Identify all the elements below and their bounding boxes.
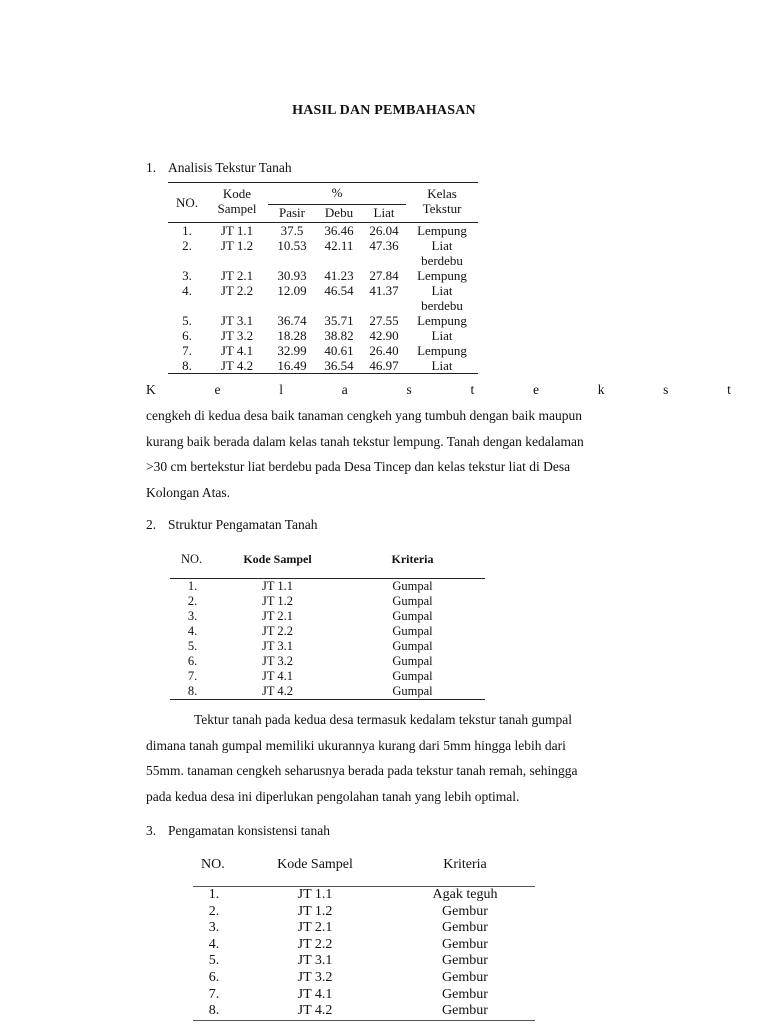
cell-kelas xyxy=(406,268,478,283)
cell-debu: 42.11 xyxy=(324,238,354,253)
cell-no: 7. xyxy=(182,343,192,358)
cell-kriteria: Gumpal xyxy=(392,594,433,608)
cell-kriteria: Gembur xyxy=(442,969,488,985)
paragraph-line: pada kedua desa ini diperlukan pengolahan tanah yang lebih optimal. xyxy=(146,788,520,804)
cell-kriteria: Gumpal xyxy=(392,639,433,653)
spread-letter: k xyxy=(597,382,605,397)
cell-kode: JT 3.2 xyxy=(261,654,294,668)
cell-kode: JT 1.1 xyxy=(220,223,254,238)
paragraph-2 xyxy=(146,707,658,809)
cell-debu: 38.82 xyxy=(324,328,354,343)
cell-kriteria: Gembur xyxy=(395,1003,535,1020)
cell-debu: 36.54 xyxy=(316,358,362,374)
cell-kode: JT 3.2 xyxy=(297,969,333,985)
spread-letter: t xyxy=(470,382,475,397)
structure-table xyxy=(170,552,485,700)
cell-no: 1. xyxy=(208,887,220,902)
section-number: 2. xyxy=(146,517,157,532)
cell-no: 6. xyxy=(208,969,220,985)
cell-kriteria: Gembur xyxy=(442,936,488,952)
paragraph-line: dimana tanah gumpal memiliki ukurannya kurang dari 5mm hingga lebih dari xyxy=(146,737,566,753)
cell-liat: 26.04 xyxy=(369,223,399,238)
table-row xyxy=(168,283,478,313)
table-row xyxy=(170,579,485,595)
paragraph-line: 55mm. tanaman cengkeh seharusnya berada pada tekstur tanah remah, sehingga xyxy=(146,763,578,779)
header-kode: Kode Sampel xyxy=(215,552,340,579)
section-title: Struktur Pengamatan Tanah xyxy=(168,517,318,532)
section-number: 3. xyxy=(146,823,157,838)
cell-pasir: 18.28 xyxy=(277,328,307,343)
cell-kriteria: Gembur xyxy=(442,903,488,919)
table-row xyxy=(193,953,535,970)
section-3-heading xyxy=(146,823,330,839)
cell-kriteria: Gumpal xyxy=(392,669,433,683)
cell-pasir: 10.53 xyxy=(277,238,307,253)
table-row xyxy=(170,624,485,639)
cell-kriteria: Gembur xyxy=(442,986,488,1002)
table-row xyxy=(193,970,535,987)
cell-liat: 26.40 xyxy=(369,343,399,358)
header-kode xyxy=(206,183,268,223)
consistency-table xyxy=(193,857,535,1021)
header-kelas-line1: Kelas xyxy=(427,186,457,201)
table-row xyxy=(170,594,485,609)
header-no: NO. xyxy=(168,183,206,223)
cell-kelas-line1: Lempung xyxy=(417,313,467,328)
cell-no: 8. xyxy=(168,358,206,374)
cell-kode: JT 4.2 xyxy=(235,1003,395,1020)
table-row xyxy=(170,654,485,669)
header-debu: Debu xyxy=(316,205,362,223)
cell-no: 2. xyxy=(182,238,192,253)
cell-kelas xyxy=(406,313,478,328)
table-row xyxy=(168,343,478,358)
cell-no: 1. xyxy=(187,579,198,593)
cell-kelas xyxy=(406,343,478,358)
header-kelas-line2: Tekstur xyxy=(422,201,462,216)
table-row xyxy=(170,684,485,700)
table-row xyxy=(193,987,535,1004)
cell-no: 1. xyxy=(182,223,192,238)
cell-kelas xyxy=(406,223,478,239)
cell-kelas xyxy=(406,358,478,374)
cell-liat: 47.36 xyxy=(369,238,399,253)
cell-pasir: 12.09 xyxy=(277,283,307,298)
section-2-heading xyxy=(146,517,318,533)
cell-debu: 41.23 xyxy=(324,268,354,283)
cell-kriteria: Gembur xyxy=(442,953,488,969)
cell-liat: 46.97 xyxy=(362,358,406,374)
table-row xyxy=(170,639,485,654)
table-row xyxy=(168,238,478,268)
paragraph-line: Tektur tanah pada kedua desa termasuk kedalam tekstur tanah gumpal xyxy=(194,712,573,727)
cell-kriteria: Gembur xyxy=(442,920,488,936)
cell-kode: JT 2.2 xyxy=(261,624,294,638)
table-row xyxy=(170,669,485,684)
cell-kriteria: Gumpal xyxy=(392,609,433,623)
cell-kode: JT 3.1 xyxy=(261,639,294,653)
cell-no: 5. xyxy=(182,313,192,328)
cell-debu: 40.61 xyxy=(324,343,354,358)
cell-kode: JT 1.1 xyxy=(297,887,333,902)
spread-letter: e xyxy=(214,382,221,397)
cell-no: 3. xyxy=(187,609,198,623)
cell-pasir: 16.49 xyxy=(268,358,316,374)
cell-kode: JT 1.2 xyxy=(261,594,294,608)
cell-no: 7. xyxy=(187,669,198,683)
section-number: 1. xyxy=(146,160,157,175)
cell-kode: JT 2.1 xyxy=(220,268,254,283)
cell-no: 6. xyxy=(182,328,192,343)
header-kode-line2: Sampel xyxy=(217,201,257,216)
paragraph-line: cengkeh di kedua desa baik tanaman cengkeh yang tumbuh dengan baik maupun xyxy=(146,408,582,423)
texture-table xyxy=(168,182,478,374)
cell-kelas-line1: Lempung xyxy=(417,343,467,358)
header-kriteria: Kriteria xyxy=(340,552,485,579)
cell-kriteria: Gumpal xyxy=(392,579,433,593)
cell-kode: JT 1.1 xyxy=(261,579,294,593)
cell-kelas-line1: Liat xyxy=(431,238,453,253)
cell-liat: 42.90 xyxy=(369,328,399,343)
table-row xyxy=(193,904,535,921)
cell-no: 5. xyxy=(208,953,220,969)
spread-letter: s xyxy=(663,382,669,397)
paragraph-line: Kolongan Atas. xyxy=(146,484,230,500)
cell-no: 6. xyxy=(187,654,198,668)
cell-pasir: 37.5 xyxy=(280,223,304,238)
cell-kelas-line2: berdebu xyxy=(421,253,463,268)
cell-pasir: 36.74 xyxy=(277,313,307,328)
table-row xyxy=(170,609,485,624)
cell-kode: JT 4.2 xyxy=(215,684,340,700)
cell-kode: JT 2.2 xyxy=(297,936,333,952)
section-title: Pengamatan konsistensi tanah xyxy=(168,823,330,838)
cell-kode: JT 4.2 xyxy=(206,358,268,374)
cell-kode: JT 3.1 xyxy=(297,953,333,969)
paragraph-line: kurang baik berada dalam kelas tanah tekstur lempung. Tanah dengan kedalaman xyxy=(146,433,584,449)
cell-kriteria: Gumpal xyxy=(392,624,433,638)
header-pasir: Pasir xyxy=(268,205,316,223)
cell-no: 3. xyxy=(182,268,192,283)
header-kode-line1: Kode xyxy=(222,186,252,201)
header-no: NO. xyxy=(170,552,215,579)
cell-no: 3. xyxy=(208,920,220,936)
section-1-heading xyxy=(146,160,292,176)
cell-kelas xyxy=(406,283,478,313)
table-row xyxy=(168,328,478,343)
cell-kode: JT 4.1 xyxy=(220,343,254,358)
table-row xyxy=(168,313,478,328)
cell-no: 4. xyxy=(182,283,192,298)
spread-letter: a xyxy=(341,382,348,397)
cell-kelas xyxy=(406,328,478,343)
table-row xyxy=(193,1003,535,1020)
header-kelas xyxy=(406,183,478,223)
cell-no: 4. xyxy=(187,624,198,638)
cell-kode: JT 1.2 xyxy=(297,903,333,919)
cell-kode: JT 4.1 xyxy=(297,986,333,1002)
cell-kelas-line2: berdebu xyxy=(421,298,463,313)
table-row xyxy=(168,268,478,283)
table-row xyxy=(193,920,535,937)
cell-kelas-line1: Liat xyxy=(431,328,453,343)
cell-kode: JT 2.2 xyxy=(220,283,254,298)
cell-kriteria: Agak teguh xyxy=(432,887,498,902)
cell-liat: 27.84 xyxy=(369,268,399,283)
cell-debu: 35.71 xyxy=(324,313,354,328)
table-row xyxy=(168,223,478,239)
cell-liat: 27.55 xyxy=(369,313,399,328)
header-kode: Kode Sampel xyxy=(235,857,395,887)
cell-pasir: 32.99 xyxy=(277,343,307,358)
header-liat: Liat xyxy=(362,205,406,223)
cell-kelas xyxy=(406,238,478,268)
cell-no: 2. xyxy=(208,903,220,919)
cell-kelas-line1: Liat xyxy=(431,283,453,298)
cell-no: 5. xyxy=(187,639,198,653)
cell-kelas-line1: Lempung xyxy=(417,268,467,283)
spread-letter: l xyxy=(279,382,283,397)
cell-pasir: 30.93 xyxy=(277,268,307,283)
cell-no: 8. xyxy=(193,1003,235,1020)
cell-no: 7. xyxy=(208,986,220,1002)
header-percent: % xyxy=(268,183,406,205)
cell-no: 8. xyxy=(170,684,215,700)
header-kriteria: Kriteria xyxy=(395,857,535,887)
header-no: NO. xyxy=(193,857,235,887)
spread-letter: e xyxy=(532,382,539,397)
table-row xyxy=(193,887,535,904)
cell-kode: JT 3.1 xyxy=(220,313,254,328)
paragraph-1-spread-line xyxy=(146,382,731,398)
cell-kode: JT 1.2 xyxy=(220,238,254,253)
cell-kelas-line1: Liat xyxy=(431,358,453,373)
cell-debu: 46.54 xyxy=(324,283,354,298)
cell-kode: JT 3.2 xyxy=(220,328,254,343)
cell-liat: 41.37 xyxy=(369,283,399,298)
spread-letter: t xyxy=(727,382,731,397)
paragraph-1 xyxy=(146,403,658,505)
page-title: HASIL DAN PEMBAHASAN xyxy=(292,103,476,118)
spread-letter: s xyxy=(406,382,412,397)
table-row xyxy=(193,937,535,954)
cell-kriteria: Gumpal xyxy=(392,654,433,668)
cell-debu: 36.46 xyxy=(324,223,354,238)
paragraph-line: >30 cm bertekstur liat berdebu pada Desa Tincep dan kelas tekstur liat di Desa xyxy=(146,459,571,475)
cell-no: 2. xyxy=(187,594,198,608)
table-row xyxy=(168,358,478,374)
cell-kode: JT 2.1 xyxy=(297,920,333,936)
section-title: Analisis Tekstur Tanah xyxy=(168,160,292,175)
cell-no: 4. xyxy=(208,936,220,952)
cell-kelas-line1: Lempung xyxy=(417,223,467,238)
cell-kriteria: Gumpal xyxy=(340,684,485,700)
cell-kode: JT 4.1 xyxy=(261,669,294,683)
spread-letter: K xyxy=(146,382,156,397)
cell-kode: JT 2.1 xyxy=(261,609,294,623)
